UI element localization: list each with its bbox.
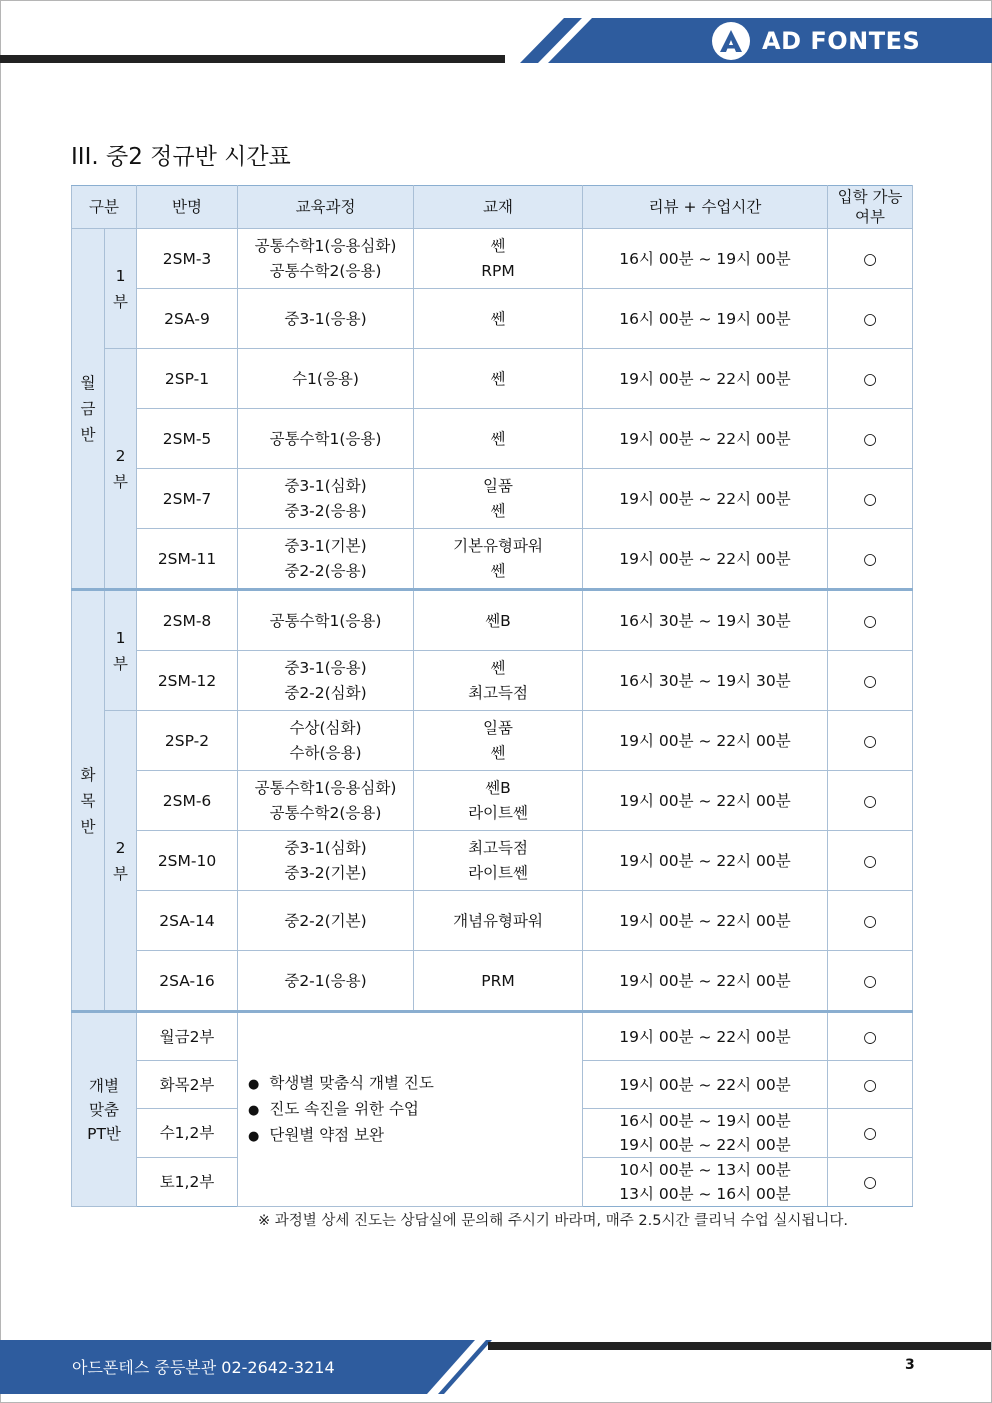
section-title: III. 중2 정규반 시간표 (71, 144, 291, 170)
table-row (72, 409, 913, 469)
availability-cell: ○ (828, 831, 913, 891)
course-cell: 공통수학1(응용심화) 공통수학2(응용) (238, 229, 414, 289)
availability-cell: ○ (828, 1012, 913, 1061)
footer-contact: 아드폰테스 중등본관 02-2642-3214 (72, 1358, 335, 1377)
brand-logo (712, 22, 920, 60)
logo-a-icon (712, 22, 750, 60)
table-header-row (72, 186, 913, 229)
class-name: 수1,2부 (137, 1109, 238, 1158)
textbook-cell: 쎈 (414, 289, 583, 349)
class-name: 2SA-16 (137, 951, 238, 1012)
textbook-cell: 기본유형파워 쎈 (414, 529, 583, 590)
availability-cell: ○ (828, 590, 913, 651)
textbook-cell: 쎈 최고득점 (414, 651, 583, 711)
header-course: 교육과정 (238, 186, 414, 229)
course-cell: 중2-1(응용) (238, 951, 414, 1012)
pt-description (238, 1012, 583, 1207)
class-name: 2SA-9 (137, 289, 238, 349)
textbook-cell: 개념유형파워 (414, 891, 583, 951)
class-name: 2SP-1 (137, 349, 238, 409)
availability-cell: ○ (828, 1158, 913, 1207)
availability-cell: ○ (828, 891, 913, 951)
table-row (72, 289, 913, 349)
table-row (72, 711, 913, 771)
class-name: 월금2부 (137, 1012, 238, 1061)
course-cell: 중3-1(심화) 중3-2(응용) (238, 469, 414, 529)
class-name: 2SA-14 (137, 891, 238, 951)
time-cell: 16시 00분 ~ 19시 00분 (583, 229, 828, 289)
class-name: 2SM-11 (137, 529, 238, 590)
table-row (72, 590, 913, 651)
textbook-cell: 일품 쎈 (414, 469, 583, 529)
availability-cell: ○ (828, 529, 913, 590)
session-label: 1 부 (105, 590, 137, 711)
time-cell: 19시 00분 ~ 22시 00분 (583, 891, 828, 951)
class-name: 2SM-8 (137, 590, 238, 651)
time-cell: 16시 30분 ~ 19시 30분 (583, 590, 828, 651)
availability-cell: ○ (828, 771, 913, 831)
time-cell: 19시 00분 ~ 22시 00분 (583, 469, 828, 529)
session-label: 2 부 (105, 349, 137, 590)
availability-cell: ○ (828, 409, 913, 469)
table-row (72, 891, 913, 951)
schedule-table (71, 185, 913, 1207)
table-row (72, 529, 913, 590)
availability-cell: ○ (828, 651, 913, 711)
textbook-cell: 일품 쎈 (414, 711, 583, 771)
course-cell: 중3-1(응용) (238, 289, 414, 349)
time-cell: 19시 00분 ~ 22시 00분 (583, 711, 828, 771)
availability-cell: ○ (828, 1109, 913, 1158)
time-cell: 16시 00분 ~ 19시 00분 19시 00분 ~ 22시 00분 (583, 1109, 828, 1158)
class-name: 2SM-5 (137, 409, 238, 469)
time-cell: 19시 00분 ~ 22시 00분 (583, 771, 828, 831)
class-name: 2SM-10 (137, 831, 238, 891)
page-number: 3 (905, 1357, 915, 1373)
textbook-cell: 쎈 (414, 349, 583, 409)
pt-point: ● 단원별 약점 보완 (248, 1123, 582, 1149)
textbook-cell: 쎈B (414, 590, 583, 651)
time-cell: 19시 00분 ~ 22시 00분 (583, 1012, 828, 1061)
table-row (72, 771, 913, 831)
textbook-cell: 최고득점 라이트쎈 (414, 831, 583, 891)
course-cell: 중3-1(심화) 중3-2(기본) (238, 831, 414, 891)
logo-text: AD FONTES (762, 27, 921, 55)
table-row (72, 651, 913, 711)
header-availability (828, 186, 913, 229)
header-time: 리뷰 + 수업시간 (583, 186, 828, 229)
textbook-cell: PRM (414, 951, 583, 1012)
table-row (72, 951, 913, 1012)
time-cell: 19시 00분 ~ 22시 00분 (583, 951, 828, 1012)
availability-cell: ○ (828, 469, 913, 529)
time-cell: 19시 00분 ~ 22시 00분 (583, 529, 828, 590)
class-name: 2SM-7 (137, 469, 238, 529)
availability-cell: ○ (828, 711, 913, 771)
textbook-cell: 쎈 (414, 409, 583, 469)
availability-cell: ○ (828, 229, 913, 289)
course-cell: 수1(응용) (238, 349, 414, 409)
course-cell: 수상(심화) 수하(응용) (238, 711, 414, 771)
table-row (72, 831, 913, 891)
time-cell: 19시 00분 ~ 22시 00분 (583, 1061, 828, 1109)
textbook-cell: 쎈B 라이트쎈 (414, 771, 583, 831)
header-textbook: 교재 (414, 186, 583, 229)
group-tue-thu: 화 목 반 (72, 590, 105, 1012)
header-class: 반명 (137, 186, 238, 229)
class-name: 2SP-2 (137, 711, 238, 771)
course-cell: 중3-1(기본) 중2-2(응용) (238, 529, 414, 590)
class-name: 토1,2부 (137, 1158, 238, 1207)
time-cell: 19시 00분 ~ 22시 00분 (583, 409, 828, 469)
course-cell: 중2-2(기본) (238, 891, 414, 951)
course-cell: 중3-1(응용) 중2-2(심화) (238, 651, 414, 711)
textbook-cell: 쎈 RPM (414, 229, 583, 289)
class-name: 화목2부 (137, 1061, 238, 1109)
time-cell: 16시 30분 ~ 19시 30분 (583, 651, 828, 711)
time-cell: 19시 00분 ~ 22시 00분 (583, 349, 828, 409)
availability-cell: ○ (828, 1061, 913, 1109)
time-cell: 10시 00분 ~ 13시 00분 13시 00분 ~ 16시 00분 (583, 1158, 828, 1207)
session-label: 2 부 (105, 711, 137, 1012)
table-row (72, 1012, 913, 1061)
class-name: 2SM-12 (137, 651, 238, 711)
table-row (72, 349, 913, 409)
header-division: 구분 (72, 186, 137, 229)
table-row (72, 469, 913, 529)
availability-cell: ○ (828, 951, 913, 1012)
availability-cell: ○ (828, 289, 913, 349)
time-cell: 19시 00분 ~ 22시 00분 (583, 831, 828, 891)
session-label: 1 부 (105, 229, 137, 349)
header-availability-label: 입학 가능여부 (837, 188, 903, 226)
class-name: 2SM-3 (137, 229, 238, 289)
course-cell: 공통수학1(응용심화) 공통수학2(응용) (238, 771, 414, 831)
header-rule (0, 55, 505, 63)
course-cell: 공통수학1(응용) (238, 409, 414, 469)
class-name: 2SM-6 (137, 771, 238, 831)
time-cell: 16시 00분 ~ 19시 00분 (583, 289, 828, 349)
group-personal-pt: 개별 맞춤 PT반 (72, 1012, 137, 1207)
schedule-note: ※ 과정별 상세 진도는 상담실에 문의해 주시기 바라며, 매주 2.5시간 클리닉 수업 실시됩니다. (258, 1213, 848, 1229)
pt-point: ● 진도 속진을 위한 수업 (248, 1097, 582, 1123)
pt-point: ● 학생별 맞춤식 개별 진도 (248, 1071, 582, 1097)
table-row (72, 229, 913, 289)
group-mon-fri: 월 금 반 (72, 229, 105, 590)
course-cell: 공통수학1(응용) (238, 590, 414, 651)
availability-cell: ○ (828, 349, 913, 409)
